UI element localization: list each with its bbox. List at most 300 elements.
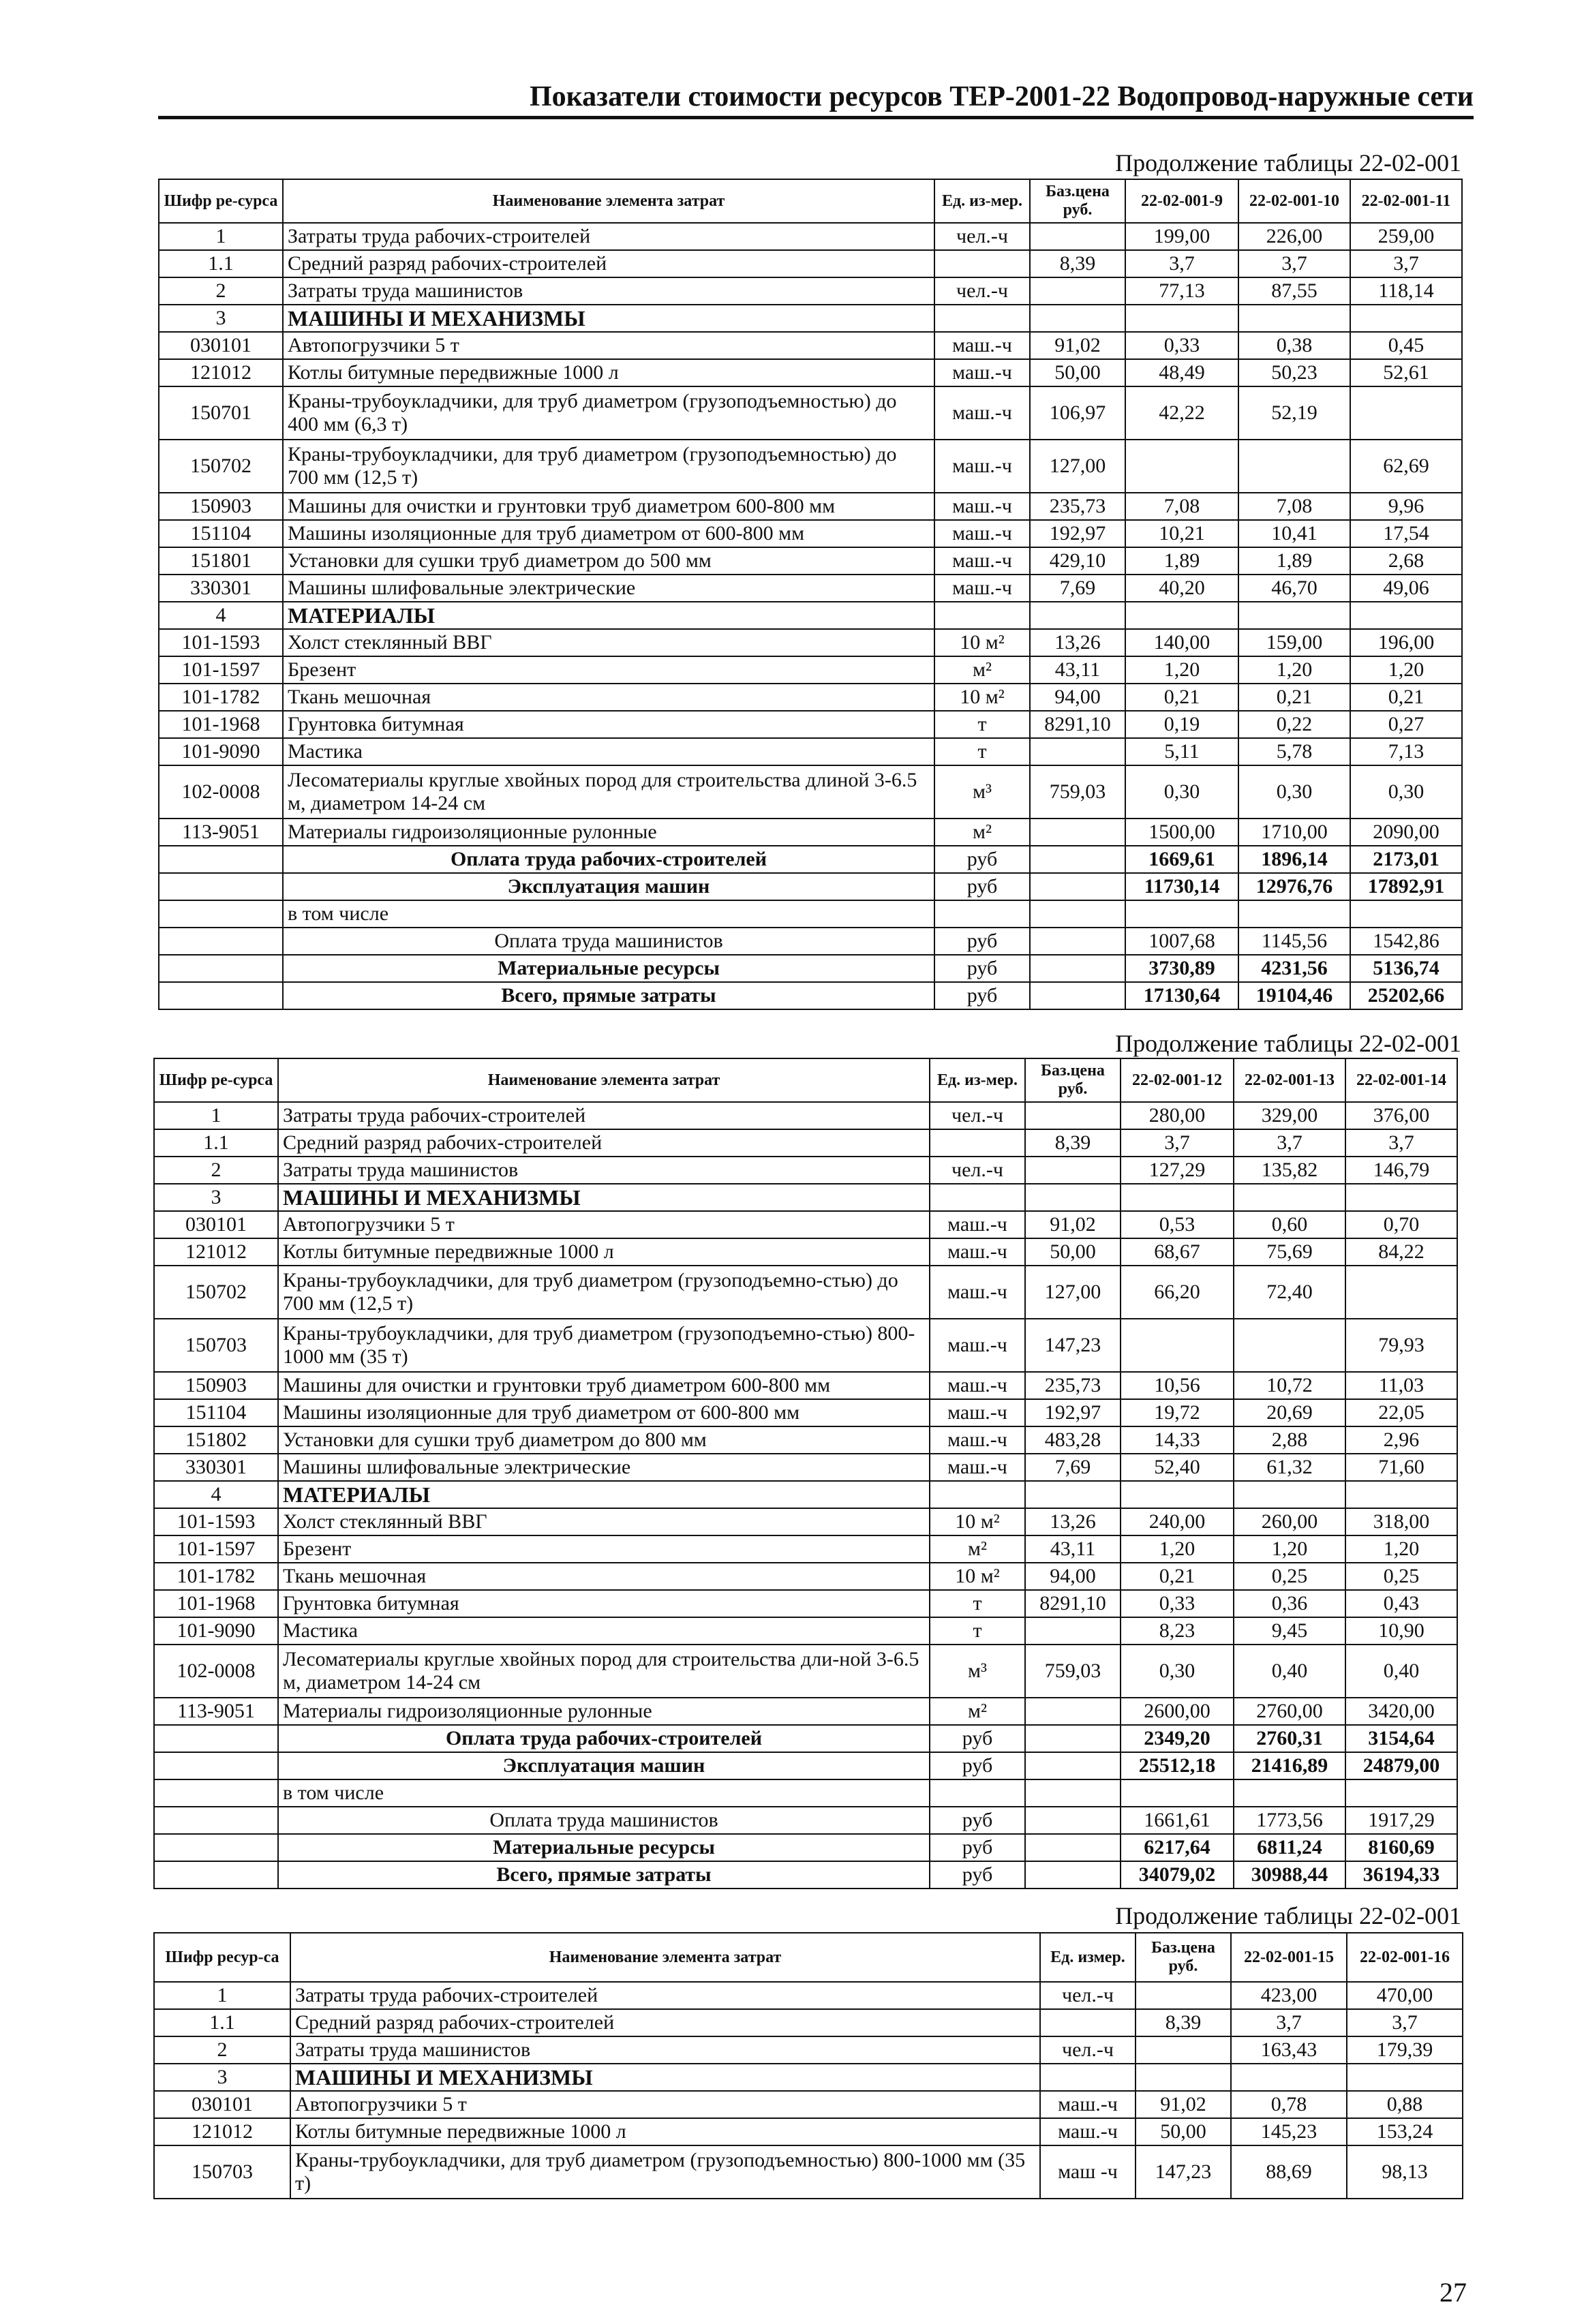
resource-code-cell: 150903 [154, 1372, 278, 1399]
value-cell: 88,69 [1231, 2145, 1347, 2199]
value-cell: 240,00 [1121, 1508, 1234, 1535]
table-row [154, 1319, 1457, 1372]
table-row [159, 547, 1462, 575]
value-cell [1121, 1779, 1234, 1807]
unit-cell: руб [934, 873, 1030, 900]
value-cell: 0,60 [1234, 1211, 1345, 1238]
base-price-cell: 50,00 [1025, 1238, 1121, 1266]
base-price-cell [1025, 1779, 1121, 1807]
base-price-cell: 94,00 [1025, 1563, 1121, 1590]
value-cell: 329,00 [1234, 1102, 1345, 1129]
cost-item-name-cell: Краны-трубоукладчики, для труб диаметром (грузоподъемно-стью) до 700 мм (12,5 т) [278, 1266, 930, 1319]
value-cell: 40,20 [1125, 575, 1238, 602]
table-row [159, 711, 1462, 738]
unit-cell [930, 1184, 1025, 1211]
base-price-cell [1025, 1861, 1121, 1889]
value-cell: 5,11 [1125, 738, 1238, 765]
column-header: 22-02-001-10 [1238, 179, 1350, 223]
base-price-cell: 127,00 [1025, 1266, 1121, 1319]
value-cell: 153,24 [1347, 2118, 1463, 2145]
resource-code-cell: 150703 [154, 1319, 278, 1372]
value-cell: 10,90 [1345, 1617, 1457, 1645]
value-cell [1350, 900, 1462, 928]
value-cell: 11730,14 [1125, 873, 1238, 900]
unit-cell [934, 602, 1030, 629]
base-price-cell: 91,02 [1030, 332, 1125, 359]
cost-table-1 [158, 179, 1463, 1010]
unit-cell: м³ [930, 1645, 1025, 1698]
base-price-cell: 50,00 [1030, 359, 1125, 386]
cost-item-name-cell: Краны-трубоукладчики, для труб диаметром (грузоподъемностью) 800-1000 мм (35 т) [290, 2145, 1040, 2199]
resource-code-cell: 151802 [154, 1426, 278, 1454]
table-row [159, 305, 1462, 332]
base-price-cell: 235,73 [1025, 1372, 1121, 1399]
value-cell: 6217,64 [1121, 1834, 1234, 1861]
value-cell: 318,00 [1345, 1508, 1457, 1535]
resource-code-cell: 101-1782 [154, 1563, 278, 1590]
value-cell: 71,60 [1345, 1454, 1457, 1481]
value-cell: 9,96 [1350, 493, 1462, 520]
cost-item-name-cell: МАТЕРИАЛЫ [278, 1481, 930, 1508]
cost-item-name-cell: Затраты труда машинистов [290, 2036, 1040, 2064]
value-cell: 1,20 [1238, 656, 1350, 684]
resource-code-cell: 030101 [159, 332, 283, 359]
base-price-cell: 429,10 [1030, 547, 1125, 575]
value-cell: 196,00 [1350, 629, 1462, 656]
base-price-cell: 759,03 [1030, 765, 1125, 819]
resource-code-cell [154, 1725, 278, 1752]
table-row [159, 440, 1462, 493]
cost-item-name-cell: Всего, прямые затраты [283, 982, 934, 1009]
unit-cell: чел.-ч [1040, 2036, 1136, 2064]
unit-cell [1040, 2009, 1136, 2036]
resource-code-cell: 1 [154, 1102, 278, 1129]
value-cell [1234, 1319, 1345, 1372]
value-cell: 1542,86 [1350, 928, 1462, 955]
cost-item-name-cell: Лесоматериалы круглые хвойных пород для строительства дли-ной 3-6.5 м, диаметром 14-24 см [278, 1645, 930, 1698]
value-cell: 87,55 [1238, 277, 1350, 305]
value-cell [1238, 305, 1350, 332]
value-cell: 2760,31 [1234, 1725, 1345, 1752]
value-cell: 1,20 [1350, 656, 1462, 684]
cost-item-name-cell: Средний разряд рабочих-строителей [278, 1129, 930, 1157]
value-cell: 2,68 [1350, 547, 1462, 575]
value-cell [1121, 1481, 1234, 1508]
unit-cell: чел.-ч [934, 277, 1030, 305]
value-cell: 0,88 [1347, 2091, 1463, 2118]
table-1-caption: Продолжение таблицы 22-02-001 [1115, 149, 1461, 177]
value-cell: 3154,64 [1345, 1725, 1457, 1752]
resource-code-cell: 151801 [159, 547, 283, 575]
value-cell: 1710,00 [1238, 819, 1350, 846]
base-price-cell [1030, 305, 1125, 332]
value-cell: 24879,00 [1345, 1752, 1457, 1779]
table-row [154, 2009, 1463, 2036]
cost-item-name-cell: Краны-трубоукладчики, для труб диаметром (грузоподъемно-стью) 800-1000 мм (35 т) [278, 1319, 930, 1372]
base-price-cell: 43,11 [1025, 1535, 1121, 1563]
resource-code-cell [159, 873, 283, 900]
value-cell: 8160,69 [1345, 1834, 1457, 1861]
value-cell: 98,13 [1347, 2145, 1463, 2199]
resource-code-cell: 102-0008 [154, 1645, 278, 1698]
base-price-cell [1136, 1982, 1231, 2009]
value-cell: 1,89 [1238, 547, 1350, 575]
resource-code-cell: 150702 [154, 1266, 278, 1319]
value-cell: 19104,46 [1238, 982, 1350, 1009]
cost-item-name-cell: МАШИНЫ И МЕХАНИЗМЫ [290, 2064, 1040, 2091]
value-cell: 0,21 [1121, 1563, 1234, 1590]
value-cell: 0,30 [1238, 765, 1350, 819]
value-cell: 0,43 [1345, 1590, 1457, 1617]
cost-item-name-cell: МАТЕРИАЛЫ [283, 602, 934, 629]
unit-cell [934, 900, 1030, 928]
cost-item-name-cell: Машины шлифовальные электрические [278, 1454, 930, 1481]
value-cell [1345, 1481, 1457, 1508]
unit-cell: 10 м² [934, 684, 1030, 711]
base-price-cell [1136, 2036, 1231, 2064]
value-cell: 1,89 [1125, 547, 1238, 575]
unit-cell: руб [930, 1725, 1025, 1752]
table-row [154, 1779, 1457, 1807]
cost-item-name-cell: Грунтовка битумная [278, 1590, 930, 1617]
base-price-cell: 50,00 [1136, 2118, 1231, 2145]
cost-item-name-cell: Котлы битумные передвижные 1000 л [283, 359, 934, 386]
unit-cell: маш.-ч [934, 547, 1030, 575]
resource-code-cell [154, 1861, 278, 1889]
value-cell: 2,96 [1345, 1426, 1457, 1454]
unit-cell: чел.-ч [1040, 1982, 1136, 2009]
unit-cell: маш.-ч [930, 1372, 1025, 1399]
cost-item-name-cell: Лесоматериалы круглые хвойных пород для строительства длиной 3-6.5 м, диаметром 14-24 см [283, 765, 934, 819]
resource-code-cell [159, 928, 283, 955]
resource-code-cell: 1.1 [159, 250, 283, 277]
value-cell: 145,23 [1231, 2118, 1347, 2145]
column-header: 22-02-001-13 [1234, 1058, 1345, 1102]
resource-code-cell: 121012 [154, 2118, 290, 2145]
table-row [154, 1399, 1457, 1426]
unit-cell: маш -ч [1040, 2145, 1136, 2199]
resource-code-cell: 3 [154, 1184, 278, 1211]
base-price-cell [1025, 1617, 1121, 1645]
base-price-cell [1025, 1157, 1121, 1184]
value-cell: 470,00 [1347, 1982, 1463, 2009]
unit-cell: т [934, 738, 1030, 765]
table-row [159, 493, 1462, 520]
value-cell: 0,21 [1350, 684, 1462, 711]
base-price-cell [1025, 1102, 1121, 1129]
resource-code-cell [159, 900, 283, 928]
value-cell: 0,70 [1345, 1211, 1457, 1238]
value-cell: 146,79 [1345, 1157, 1457, 1184]
value-cell: 72,40 [1234, 1266, 1345, 1319]
table-row [154, 1372, 1457, 1399]
unit-cell: м² [934, 656, 1030, 684]
unit-cell: чел.-ч [930, 1102, 1025, 1129]
unit-cell: руб [930, 1834, 1025, 1861]
value-cell: 0,38 [1238, 332, 1350, 359]
value-cell: 0,21 [1238, 684, 1350, 711]
value-cell: 3,7 [1234, 1129, 1345, 1157]
value-cell: 36194,33 [1345, 1861, 1457, 1889]
value-cell [1125, 305, 1238, 332]
value-cell: 226,00 [1238, 223, 1350, 250]
resource-code-cell [154, 1779, 278, 1807]
base-price-cell: 147,23 [1025, 1319, 1121, 1372]
table-row [154, 2036, 1463, 2064]
resource-code-cell: 2 [159, 277, 283, 305]
cost-item-name-cell: Машины для очистки и грунтовки труб диаметром 600-800 мм [283, 493, 934, 520]
cost-item-name-cell: Затраты труда рабочих-строителей [278, 1102, 930, 1129]
unit-cell: т [934, 711, 1030, 738]
unit-cell: руб [930, 1807, 1025, 1834]
base-price-cell [1030, 900, 1125, 928]
column-header: 22-02-001-15 [1231, 1933, 1347, 1982]
value-cell: 8,23 [1121, 1617, 1234, 1645]
column-header: Баз.цена руб. [1025, 1058, 1121, 1102]
value-cell [1234, 1184, 1345, 1211]
base-price-cell: 7,69 [1025, 1454, 1121, 1481]
unit-cell: маш.-ч [930, 1426, 1025, 1454]
column-header: Наименование элемента затрат [290, 1933, 1040, 1982]
table-row [154, 1752, 1457, 1779]
resource-code-cell: 330301 [154, 1454, 278, 1481]
value-cell: 163,43 [1231, 2036, 1347, 2064]
resource-code-cell [159, 846, 283, 873]
resource-code-cell: 113-9051 [154, 1698, 278, 1725]
column-header: Шифр ре-сурса [154, 1058, 278, 1102]
value-cell [1125, 900, 1238, 928]
cost-item-name-cell: Затраты труда машинистов [278, 1157, 930, 1184]
base-price-cell: 13,26 [1030, 629, 1125, 656]
cost-item-name-cell: Холст стеклянный ВВГ [283, 629, 934, 656]
header-row [159, 179, 1462, 223]
value-cell: 10,41 [1238, 520, 1350, 547]
base-price-cell [1025, 1725, 1121, 1752]
column-header: Шифр ресур-са [154, 1933, 290, 1982]
table-row [159, 575, 1462, 602]
cost-item-name-cell: Автопогрузчики 5 т [283, 332, 934, 359]
unit-cell [930, 1481, 1025, 1508]
unit-cell: маш.-ч [1040, 2118, 1136, 2145]
cost-item-name-cell: Установки для сушки труб диаметром до 500 мм [283, 547, 934, 575]
table-row [159, 656, 1462, 684]
resource-code-cell [154, 1807, 278, 1834]
base-price-cell: 8291,10 [1025, 1590, 1121, 1617]
value-cell: 0,25 [1234, 1563, 1345, 1590]
unit-cell: маш.-ч [934, 520, 1030, 547]
cost-item-name-cell: Машины шлифовальные электрические [283, 575, 934, 602]
column-header: Баз.цена руб. [1136, 1933, 1231, 1982]
value-cell: 1,20 [1125, 656, 1238, 684]
resource-code-cell: 030101 [154, 2091, 290, 2118]
value-cell: 1,20 [1121, 1535, 1234, 1563]
resource-code-cell: 330301 [159, 575, 283, 602]
value-cell: 1007,68 [1125, 928, 1238, 955]
value-cell [1238, 602, 1350, 629]
unit-cell: маш.-ч [934, 359, 1030, 386]
unit-cell: маш.-ч [930, 1211, 1025, 1238]
value-cell [1238, 440, 1350, 493]
unit-cell: маш.-ч [930, 1319, 1025, 1372]
value-cell: 52,40 [1121, 1454, 1234, 1481]
resource-code-cell: 1.1 [154, 2009, 290, 2036]
value-cell: 7,08 [1125, 493, 1238, 520]
table-row [159, 520, 1462, 547]
resource-code-cell: 101-1593 [154, 1508, 278, 1535]
table-row [154, 1129, 1457, 1157]
table-row [159, 819, 1462, 846]
resource-code-cell: 030101 [154, 1211, 278, 1238]
table-row [159, 846, 1462, 873]
unit-cell: чел.-ч [934, 223, 1030, 250]
column-header: 22-02-001-12 [1121, 1058, 1234, 1102]
cost-item-name-cell: Оплата труда рабочих-строителей [278, 1725, 930, 1752]
cost-item-name-cell: Затраты труда рабочих-строителей [283, 223, 934, 250]
unit-cell [1040, 2064, 1136, 2091]
column-header: Ед. из-мер. [934, 179, 1030, 223]
base-price-cell [1030, 982, 1125, 1009]
base-price-cell [1030, 819, 1125, 846]
unit-cell: маш.-ч [930, 1399, 1025, 1426]
cost-item-name-cell: Котлы битумные передвижные 1000 л [278, 1238, 930, 1266]
unit-cell: руб [930, 1861, 1025, 1889]
value-cell: 3730,89 [1125, 955, 1238, 982]
column-header: Ед. из-мер. [930, 1058, 1025, 1102]
resource-code-cell: 121012 [154, 1238, 278, 1266]
unit-cell: чел.-ч [930, 1157, 1025, 1184]
value-cell [1345, 1184, 1457, 1211]
value-cell: 49,06 [1350, 575, 1462, 602]
resource-code-cell [159, 982, 283, 1009]
resource-code-cell: 150701 [159, 386, 283, 440]
table-row [154, 2118, 1463, 2145]
value-cell: 10,56 [1121, 1372, 1234, 1399]
table-row [159, 928, 1462, 955]
cost-item-name-cell: Машины изоляционные для труб диаметром от 600-800 мм [278, 1399, 930, 1426]
value-cell: 1145,56 [1238, 928, 1350, 955]
value-cell: 46,70 [1238, 575, 1350, 602]
table-row [154, 1698, 1457, 1725]
value-cell: 34079,02 [1121, 1861, 1234, 1889]
value-cell: 3,7 [1345, 1129, 1457, 1157]
value-cell: 140,00 [1125, 629, 1238, 656]
page-number: 27 [1439, 2277, 1467, 2308]
cost-item-name-cell: Грунтовка битумная [283, 711, 934, 738]
value-cell: 1,20 [1234, 1535, 1345, 1563]
value-cell: 0,22 [1238, 711, 1350, 738]
value-cell: 423,00 [1231, 1982, 1347, 2009]
base-price-cell [1030, 277, 1125, 305]
value-cell: 77,13 [1125, 277, 1238, 305]
table-row [154, 1535, 1457, 1563]
cost-item-name-cell: Материалы гидроизоляционные рулонные [283, 819, 934, 846]
resource-code-cell: 150702 [159, 440, 283, 493]
cost-item-name-cell: Оплата труда машинистов [278, 1807, 930, 1834]
resource-code-cell: 1 [159, 223, 283, 250]
value-cell: 2,88 [1234, 1426, 1345, 1454]
cost-item-name-cell: Всего, прямые затраты [278, 1861, 930, 1889]
unit-cell: маш.-ч [930, 1266, 1025, 1319]
base-price-cell: 8,39 [1030, 250, 1125, 277]
table-row [154, 1238, 1457, 1266]
unit-cell: руб [934, 955, 1030, 982]
cost-item-name-cell: Средний разряд рабочих-строителей [283, 250, 934, 277]
value-cell: 179,39 [1347, 2036, 1463, 2064]
value-cell [1121, 1184, 1234, 1211]
value-cell [1350, 305, 1462, 332]
resource-code-cell [159, 955, 283, 982]
cost-item-name-cell: Ткань мешочная [283, 684, 934, 711]
cost-item-name-cell: Средний разряд рабочих-строителей [290, 2009, 1040, 2036]
unit-cell: 10 м² [934, 629, 1030, 656]
table-row [154, 1157, 1457, 1184]
value-cell: 62,69 [1350, 440, 1462, 493]
header-row [154, 1933, 1463, 1982]
resource-code-cell: 4 [159, 602, 283, 629]
value-cell: 0,30 [1121, 1645, 1234, 1698]
cost-item-name-cell: Оплата труда рабочих-строителей [283, 846, 934, 873]
value-cell: 0,33 [1125, 332, 1238, 359]
column-header: 22-02-001-11 [1350, 179, 1462, 223]
cost-item-name-cell: Установки для сушки труб диаметром до 800 мм [278, 1426, 930, 1454]
value-cell [1125, 440, 1238, 493]
value-cell: 0,19 [1125, 711, 1238, 738]
unit-cell: маш.-ч [930, 1454, 1025, 1481]
table-row [154, 1266, 1457, 1319]
cost-item-name-cell: Затраты труда машинистов [283, 277, 934, 305]
unit-cell: маш.-ч [930, 1238, 1025, 1266]
cost-table-3 [153, 1932, 1463, 2199]
base-price-cell: 91,02 [1025, 1211, 1121, 1238]
column-header: Шифр ре-сурса [159, 179, 283, 223]
unit-cell: м² [930, 1535, 1025, 1563]
value-cell: 21416,89 [1234, 1752, 1345, 1779]
value-cell: 118,14 [1350, 277, 1462, 305]
unit-cell: т [930, 1617, 1025, 1645]
value-cell: 48,49 [1125, 359, 1238, 386]
resource-code-cell: 101-1593 [159, 629, 283, 656]
base-price-cell: 8291,10 [1030, 711, 1125, 738]
value-cell [1345, 1266, 1457, 1319]
value-cell: 2173,01 [1350, 846, 1462, 873]
value-cell: 0,40 [1345, 1645, 1457, 1698]
value-cell: 30988,44 [1234, 1861, 1345, 1889]
table-2-caption: Продолжение таблицы 22-02-001 [1115, 1030, 1461, 1057]
base-price-cell [1030, 223, 1125, 250]
value-cell: 12976,76 [1238, 873, 1350, 900]
column-header: 22-02-001-16 [1347, 1933, 1463, 1982]
resource-code-cell: 121012 [159, 359, 283, 386]
value-cell: 9,45 [1234, 1617, 1345, 1645]
column-header: 22-02-001-9 [1125, 179, 1238, 223]
header-row [154, 1058, 1457, 1102]
value-cell: 68,67 [1121, 1238, 1234, 1266]
value-cell: 0,30 [1350, 765, 1462, 819]
value-cell: 135,82 [1234, 1157, 1345, 1184]
value-cell: 17892,91 [1350, 873, 1462, 900]
value-cell: 1,20 [1345, 1535, 1457, 1563]
unit-cell [930, 1779, 1025, 1807]
base-price-cell [1030, 602, 1125, 629]
value-cell: 25512,18 [1121, 1752, 1234, 1779]
cost-item-name-cell: в том числе [278, 1779, 930, 1807]
resource-code-cell: 3 [154, 2064, 290, 2091]
resource-code-cell: 4 [154, 1481, 278, 1508]
unit-cell: руб [934, 846, 1030, 873]
value-cell: 2090,00 [1350, 819, 1462, 846]
value-cell: 0,25 [1345, 1563, 1457, 1590]
value-cell: 61,32 [1234, 1454, 1345, 1481]
